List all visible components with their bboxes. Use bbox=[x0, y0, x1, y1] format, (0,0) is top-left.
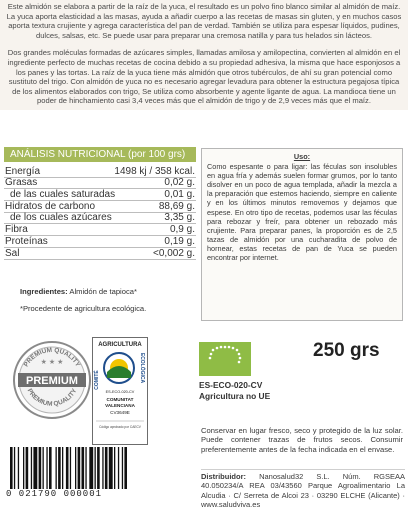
nutrition-label: Fibra bbox=[5, 224, 28, 236]
nutrition-row bbox=[4, 224, 196, 236]
nutrition-value: 88,69 g. bbox=[158, 200, 195, 212]
ingredients-note: *Procedente de agricultura ecológica. bbox=[20, 304, 147, 313]
premium-quality-seal-icon bbox=[12, 340, 92, 420]
nutrition-table bbox=[4, 166, 196, 260]
seal-bottom-text: PREMIUM QUALITY bbox=[25, 387, 79, 408]
nutrition-label: de las cuales saturadas bbox=[10, 189, 116, 201]
svg-text:★ ★ ★: ★ ★ ★ bbox=[40, 359, 64, 366]
nutrition-value: 0,9 g. bbox=[169, 224, 195, 236]
nutrition-value: 1498 kj / 358 kcal. bbox=[114, 165, 195, 177]
agri-name1-text: COMUNITAT bbox=[106, 397, 134, 402]
agri-name2-text: VALENCIANA bbox=[105, 403, 135, 408]
nutrition-row bbox=[4, 248, 196, 260]
nutrition-label: Sal bbox=[5, 247, 20, 259]
nutrition-value: 3,35 g. bbox=[164, 212, 195, 224]
nutrition-label: Proteínas bbox=[5, 235, 48, 247]
nutrition-row bbox=[4, 236, 196, 248]
nutrition-row bbox=[4, 201, 196, 213]
nutrition-label: Grasas bbox=[5, 177, 38, 189]
agricultura-ecologica-badge bbox=[92, 337, 148, 445]
net-weight: 250 grs bbox=[313, 340, 380, 361]
nutrition-label: Hidratos de carbono bbox=[5, 200, 96, 212]
distributor-info bbox=[201, 469, 405, 510]
ingredients-label: Ingredientes: bbox=[20, 287, 68, 296]
nutrition-row bbox=[4, 166, 196, 178]
agri-side-text: ECOLÓGICA bbox=[139, 352, 145, 384]
eco-certification bbox=[199, 380, 270, 402]
product-description bbox=[0, 0, 408, 110]
eu-organic-leaf-icon bbox=[199, 342, 251, 376]
seal-mid-text: PREMIUM bbox=[26, 375, 78, 387]
description-paragraph-1: Este almidón se elabora a partir de la raíz de la yuca, el resultado es un polvo fino blanco similar al almidón de maíz. La yuca aporta elasticidad a las masas, ayuda a añadir cuerpo a las recetas de masas sin gluten, y en muchos casos aporta textura crujiente y agrega característica del pan de verdad. También se utiliza para espesar líquidos, pudines, dulces, salsas, etc. Se puede usar para preparar una cremosa natilla y para tus helados sin lácteos. bbox=[6, 2, 402, 40]
nutrition-row bbox=[4, 178, 196, 190]
barcode-digits: 0 021790 000001 bbox=[6, 489, 103, 499]
seal-top-text: PREMIUM QUALITY bbox=[22, 346, 82, 369]
description-paragraph-2: Dos grandes moléculas formadas de azúcares simples, llamadas amilosa y amilopectina, convierten al almidón en el ingrediente perfecto de muchas recetas de cocina debido a su propiedad adhesiva, la misma que hace esponjosos a los panes y las tortas. La raíz de la yuca tiene más almidón que otros tubérculos, de ahí su gran potencial como sustituto del trigo. Con almidón de yuca no es necesario agregar levadura para obtener la estructura pegajosa típica de los alimentos elaborados con trigo, Se utiliza como absorbente y agente ligante de agua. La mandioca tiene un poder de hinchamiento casi 3,4 veces más que el almidón de trigo y de 2,9 veces más que el maíz. bbox=[7, 48, 401, 106]
eco-origin: Agricultura no UE bbox=[199, 391, 271, 401]
nutrition-label: de los cuales azúcares bbox=[10, 212, 112, 224]
usage-text: Como espesante o para ligar: las féculas son insolubles en agua fría y además suelen formar grumos, por lo tanto disolver en un poco de agua templada, añadir la mezcla a la preparación que estemos haciendo, siempre en caliente y en los últimos minutos removemos y dejamos que espese. En otro tipo de recetas, podemos usar las féculas para rebozar y freír, para obtener un rebozado más crujiente. Para preparar panes, la proporción es de 2,5 tazas de almidón por una cucharadita de polvo de hornear, estas recetas de pan de Yuca se pueden encontrar por internet. bbox=[207, 162, 397, 263]
storage-instructions: Conservar en lugar fresco, seco y protegido de la luz solar. Puede contener trazas de frutos secos. Consumir preferentemente antes de la fecha indicada en el envase. bbox=[201, 426, 403, 454]
eco-code: ES-ECO-020-CV bbox=[199, 380, 263, 390]
distributor-text: Nanosalud32 S.L. Núm. RGSEAA 40.050234/A REA 03/43560 Parque Agroalimentario La Alcudia · C/ Serreta de Alcoi 23 · 03290 ELCHE (Alicante) · www.saludviva.es bbox=[201, 472, 405, 510]
nutrition-label: Energía bbox=[5, 165, 41, 177]
agri-top-text: AGRICULTURA bbox=[98, 342, 142, 348]
agri-num-text: CV3649E bbox=[110, 410, 130, 415]
nutrition-value: 0,19 g. bbox=[164, 235, 195, 247]
usage-box bbox=[201, 148, 403, 321]
nutrition-value: <0,002 g. bbox=[153, 247, 195, 259]
agri-foot-text: Código aprobado por CAECV bbox=[99, 425, 141, 429]
agri-code-text: ES-ECO-020-CV bbox=[105, 390, 135, 394]
agri-comite-text: COMITÉ bbox=[94, 370, 100, 390]
nutrition-header: ANÁLISIS NUTRICIONAL (por 100 grs) bbox=[4, 147, 196, 162]
nutrition-value: 0,01 g. bbox=[164, 189, 195, 201]
nutrition-value: 0,02 g. bbox=[164, 177, 195, 189]
ingredients-block bbox=[20, 287, 146, 313]
nutrition-row bbox=[4, 213, 196, 225]
distributor-label: Distribuidor: bbox=[201, 472, 246, 481]
nutrition-row bbox=[4, 189, 196, 201]
ingredients-text: Almidón de tapioca* bbox=[69, 287, 137, 296]
usage-title: Uso: bbox=[293, 152, 311, 161]
barcode-icon bbox=[6, 447, 186, 491]
